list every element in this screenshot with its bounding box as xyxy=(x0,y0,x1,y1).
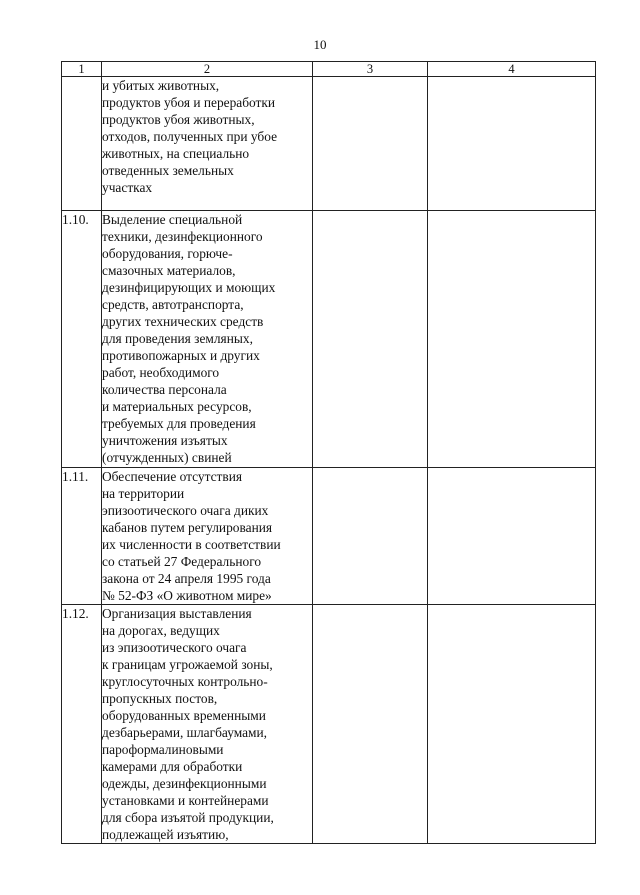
row-cell-col4 xyxy=(428,211,596,468)
row-cell-col3 xyxy=(313,468,428,605)
description-line: оборудования, горюче- xyxy=(102,246,233,261)
row-number xyxy=(62,77,102,211)
description-line: № 52-ФЗ «О животном мире» xyxy=(102,588,272,603)
description-line: продуктов убоя животных, xyxy=(102,112,255,127)
table-header-row xyxy=(62,62,596,77)
row-cell-col4 xyxy=(428,605,596,844)
description-line: из эпизоотического очага xyxy=(102,640,247,655)
document-table xyxy=(61,61,596,844)
description-line: на дорогах, ведущих xyxy=(102,623,220,638)
description-line: со статьей 27 Федерального xyxy=(102,554,262,569)
description-line: и убитых животных, xyxy=(102,78,220,93)
description-line: смазочных материалов, xyxy=(102,263,236,278)
description-line: кабанов путем регулирования xyxy=(102,520,273,535)
description-line: работ, необходимого xyxy=(102,365,220,380)
row-number: 1.10. xyxy=(62,211,102,468)
description-line: камерами для обработки xyxy=(102,759,243,774)
row-cell-col3 xyxy=(313,77,428,211)
row-number: 1.11. xyxy=(62,468,102,605)
description-line: для сбора изъятой продукции, xyxy=(102,810,274,825)
table-row xyxy=(62,77,596,211)
description-line: круглосуточных контрольно- xyxy=(102,674,268,689)
description-line: пароформалиновыми xyxy=(102,742,224,757)
description-line: и материальных ресурсов, xyxy=(102,399,252,414)
description-line: количества персонала xyxy=(102,382,227,397)
row-description xyxy=(102,605,313,844)
description-line: эпизоотического очага диких xyxy=(102,503,269,518)
row-cell-col3 xyxy=(313,605,428,844)
description-line: продуктов убоя и переработки xyxy=(102,95,276,110)
table-row xyxy=(62,605,596,844)
page-number: 10 xyxy=(313,37,327,52)
table-body xyxy=(62,77,596,844)
description-line: дезбарьерами, шлагбаумами, xyxy=(102,725,268,740)
row-cell-col4 xyxy=(428,468,596,605)
description-line: животных, на специально xyxy=(102,146,250,161)
description-line: Выделение специальной xyxy=(102,212,243,227)
description-line: пропускных постов, xyxy=(102,691,218,706)
description-line: оборудованных временными xyxy=(102,708,266,723)
description-line: участках xyxy=(102,180,153,195)
column-header-3: 3 xyxy=(313,62,428,77)
column-header-4: 4 xyxy=(428,62,596,77)
description-line: уничтожения изъятых xyxy=(102,433,228,448)
description-line: других технических средств xyxy=(102,314,264,329)
description-line: их численности в соответствии xyxy=(102,537,281,552)
row-cell-col4 xyxy=(428,77,596,211)
column-header-2: 2 xyxy=(102,62,313,77)
description-line: закона от 24 апреля 1995 года xyxy=(102,571,271,586)
row-description xyxy=(102,77,313,211)
description-line: техники, дезинфекционного xyxy=(102,229,263,244)
description-line: для проведения земляных, xyxy=(102,331,253,346)
table-row xyxy=(62,468,596,605)
table-row xyxy=(62,211,596,468)
column-header-1: 1 xyxy=(62,62,102,77)
description-line: Обеспечение отсутствия xyxy=(102,469,243,484)
description-line: средств, автотранспорта, xyxy=(102,297,244,312)
row-cell-col3 xyxy=(313,211,428,468)
description-line: установками и контейнерами xyxy=(102,793,269,808)
row-description xyxy=(102,468,313,605)
description-line: требуемых для проведения xyxy=(102,416,256,431)
description-line: одежды, дезинфекционными xyxy=(102,776,267,791)
description-line: отведенных земельных xyxy=(102,163,234,178)
description-line: (отчужденных) свиней xyxy=(102,450,232,465)
description-line: отходов, полученных при убое xyxy=(102,129,278,144)
description-line: Организация выставления xyxy=(102,606,252,621)
description-line: дезинфицирующих и моющих xyxy=(102,280,276,295)
description-line: на территории xyxy=(102,486,185,501)
description-line: к границам угрожаемой зоны, xyxy=(102,657,273,672)
description-line: противопожарных и других xyxy=(102,348,260,363)
description-line: подлежащей изъятию, xyxy=(102,827,229,842)
row-number: 1.12. xyxy=(62,605,102,844)
row-description xyxy=(102,211,313,468)
